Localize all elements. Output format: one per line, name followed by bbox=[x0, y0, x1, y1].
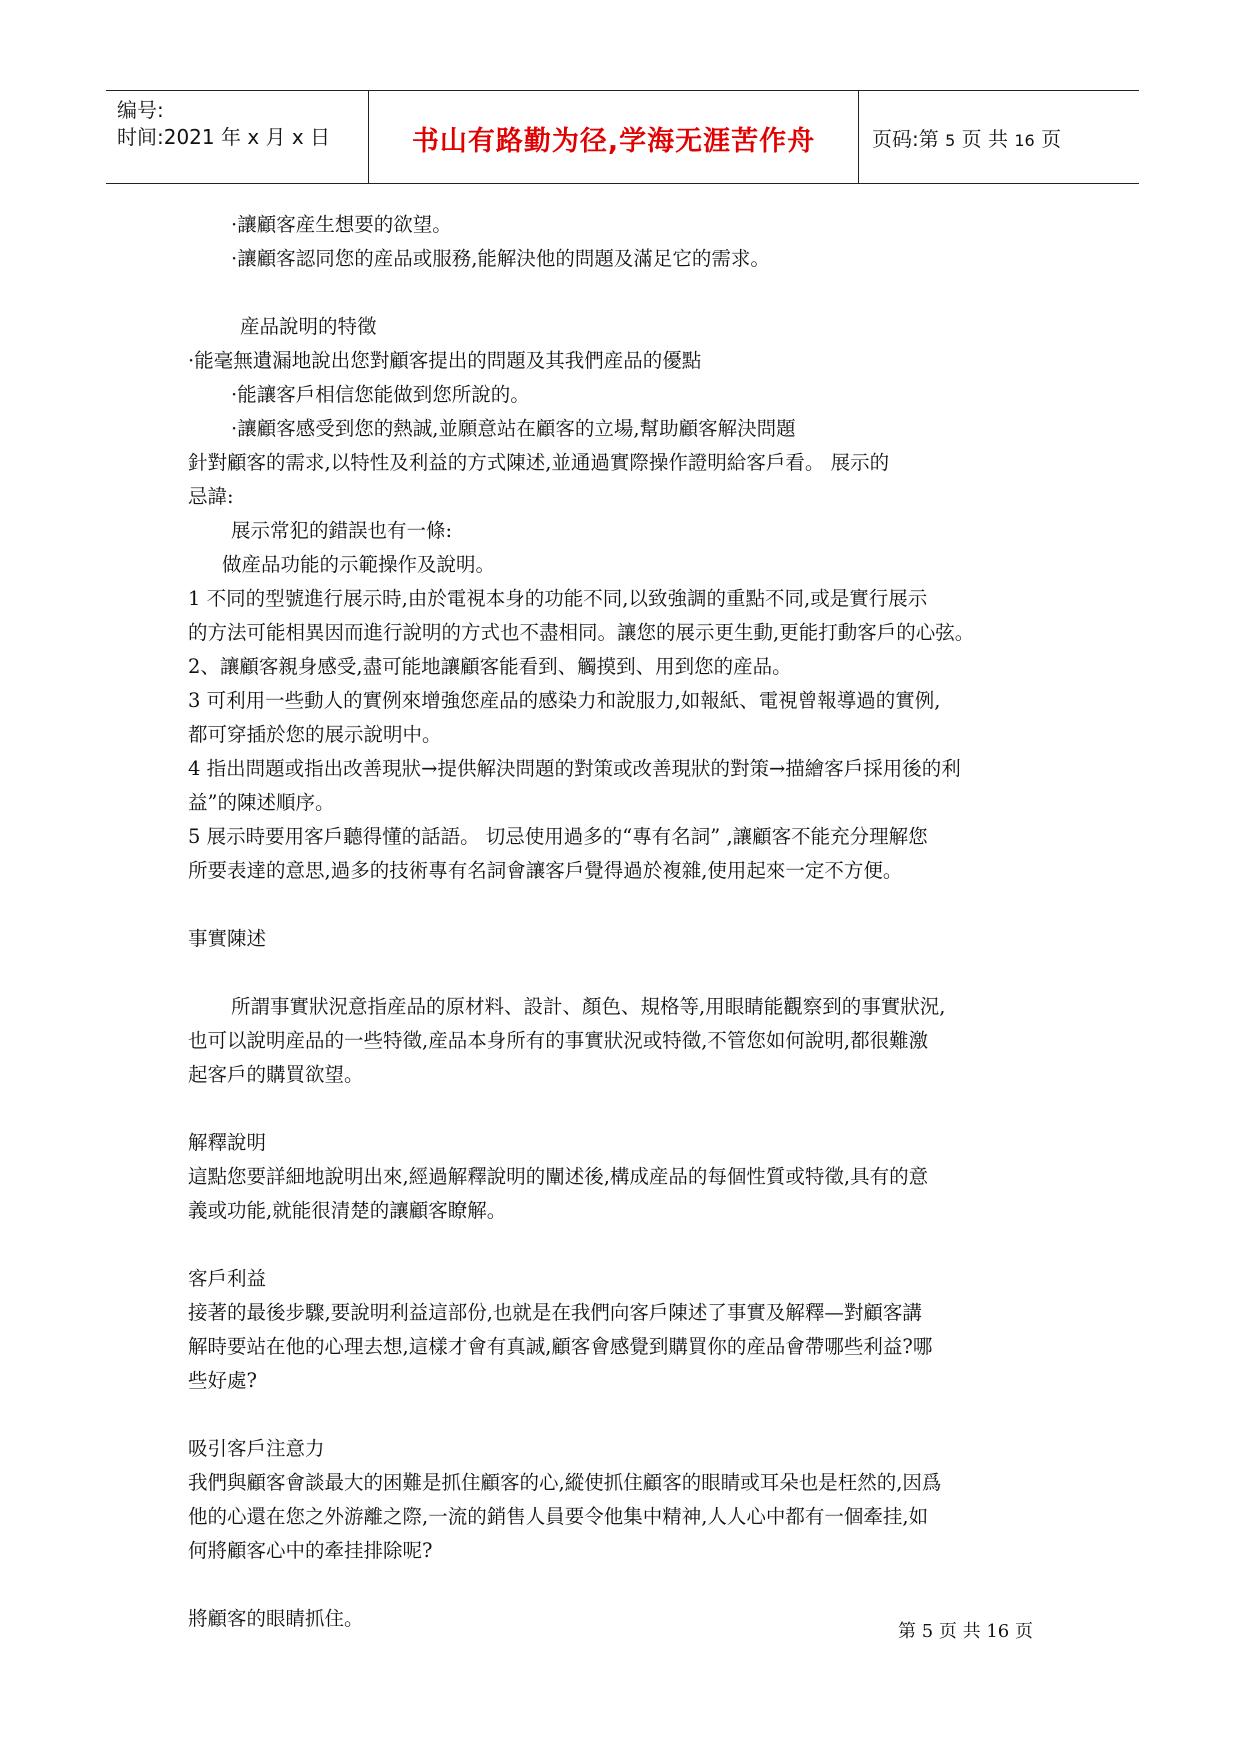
list-item-continuation: 所要表達的意思,過多的技術專有名詞會讓客戶覺得過於複雜,使用起來一定不方便。 bbox=[188, 859, 903, 882]
spacer bbox=[188, 1228, 1060, 1262]
paragraph-line: 也可以說明産品的一些特徵,産品本身所有的事實狀況或特徵,不管您如何說明,都很難激 bbox=[188, 1029, 929, 1052]
header-page-info bbox=[872, 123, 1061, 152]
paragraph-line: 接著的最後步驟,要說明利益這部份,也就是在我們向客戶陳述了事實及解釋—對顧客講 bbox=[188, 1301, 922, 1324]
paragraph-line: ·讓顧客認同您的産品或服務,能解決他的問題及滿足它的需求。 bbox=[231, 247, 770, 270]
header-meta-cell bbox=[106, 91, 368, 183]
section-heading: 事實陳述 bbox=[188, 927, 267, 950]
spacer bbox=[188, 1092, 1060, 1126]
paragraph-line: 些好處? bbox=[188, 1369, 257, 1392]
header-page-cell bbox=[859, 91, 1139, 183]
page-suffix: 页 bbox=[1041, 127, 1062, 151]
spacer bbox=[188, 888, 1060, 922]
paragraph-line: 起客戶的購買欲望。 bbox=[188, 1063, 364, 1086]
section-heading: 解釋說明 bbox=[188, 1131, 267, 1154]
list-item: 5 展示時要用客戶聽得懂的話語。 切忌使用過多的“專有名詞” ,讓顧客不能充分理解您 bbox=[188, 825, 928, 848]
document-time-label: 时间:2021 年 x 月 x 日 bbox=[117, 125, 331, 149]
paragraph-line: ·能毫無遺漏地說出您對顧客提出的問題及其我們産品的優點 bbox=[188, 349, 702, 372]
list-item: 2、讓顧客親身感受,盡可能地讓顧客能看到、觸摸到、用到您的産品。 bbox=[188, 655, 792, 678]
header-motto-cell bbox=[368, 91, 859, 183]
paragraph-line: 展示常犯的錯誤也有一條: bbox=[231, 519, 453, 542]
page-current: 5 bbox=[945, 131, 956, 150]
list-item-continuation: 的方法可能相異因而進行說明的方式也不盡相同。讓您的展示更生動,更能打動客戶的心弦。 bbox=[188, 621, 975, 644]
paragraph-line: ·讓顧客産生想要的欲望。 bbox=[231, 213, 452, 236]
list-item-continuation: 都可穿插於您的展示說明中。 bbox=[188, 723, 442, 746]
page-total: 16 bbox=[1014, 131, 1035, 150]
spacer bbox=[188, 276, 1060, 310]
paragraph-line: 所謂事實狀況意指産品的原材料、設計、顏色、規格等,用眼睛能觀察到的事實狀況, bbox=[231, 995, 946, 1018]
list-item: 1 不同的型號進行展示時,由於電視本身的功能不同,以致強調的重點不同,或是實行展示 bbox=[188, 587, 928, 610]
paragraph-line: 他的心還在您之外游離之際,一流的銷售人員要令他集中精神,人人心中都有一個牽挂,如 bbox=[188, 1505, 929, 1528]
page-prefix: 页码:第 bbox=[872, 127, 939, 151]
paragraph-line: 解時要站在他的心理去想,這樣才會有真誠,顧客會感覺到購買你的産品會帶哪些利益?哪 bbox=[188, 1335, 933, 1358]
spacer bbox=[188, 1568, 1060, 1602]
section-heading: 客戶利益 bbox=[188, 1267, 267, 1290]
document-header bbox=[106, 90, 1139, 184]
document-body bbox=[188, 208, 1060, 1636]
list-item: 3 可利用一些動人的實例來增強您産品的感染力和說服力,如報紙、電視曾報導過的實例, bbox=[188, 689, 941, 712]
list-item: 4 指出問題或指出改善現狀→提供解決問題的對策或改善現狀的對策→描繪客戶採用後的利 bbox=[188, 757, 961, 780]
spacer bbox=[188, 956, 1060, 990]
section-heading: 産品說明的特徵 bbox=[240, 315, 377, 338]
document-number-label: 编号: bbox=[117, 98, 164, 122]
paragraph-line: 這點您要詳細地說明出來,經過解釋說明的闡述後,構成産品的每個性質或特徵,具有的意 bbox=[188, 1165, 929, 1188]
paragraph-line: 義或功能,就能很清楚的讓顧客瞭解。 bbox=[188, 1199, 507, 1222]
header-motto: 书山有路勤为径,学海无涯苦作舟 bbox=[411, 126, 816, 157]
section-heading: 吸引客戶注意力 bbox=[188, 1437, 325, 1460]
spacer bbox=[188, 1398, 1060, 1432]
page-mid: 页 共 bbox=[961, 127, 1009, 151]
list-item-continuation: 益”的陳述順序。 bbox=[188, 791, 335, 814]
page-footer: 第 5 页 共 16 页 bbox=[898, 1621, 1033, 1642]
paragraph-line: ·讓顧客感受到您的熱誠,並願意站在顧客的立場,幫助顧客解決問題 bbox=[231, 417, 796, 440]
paragraph-line: 我們與顧客會談最大的困難是抓住顧客的心,縱使抓住顧客的眼睛或耳朵也是枉然的,因爲 bbox=[188, 1471, 942, 1494]
paragraph-line: 針對顧客的需求,以特性及利益的方式陳述,並通過實際操作證明給客戶看。 展示的 bbox=[188, 451, 890, 474]
paragraph-line: 做産品功能的示範操作及說明。 bbox=[222, 553, 496, 576]
paragraph-line: 何將顧客心中的牽挂排除呢? bbox=[188, 1539, 433, 1562]
paragraph-line: 將顧客的眼睛抓住。 bbox=[188, 1607, 364, 1630]
paragraph-line: ·能讓客戶相信您能做到您所說的。 bbox=[231, 383, 530, 406]
paragraph-line: 忌諱: bbox=[188, 485, 234, 508]
